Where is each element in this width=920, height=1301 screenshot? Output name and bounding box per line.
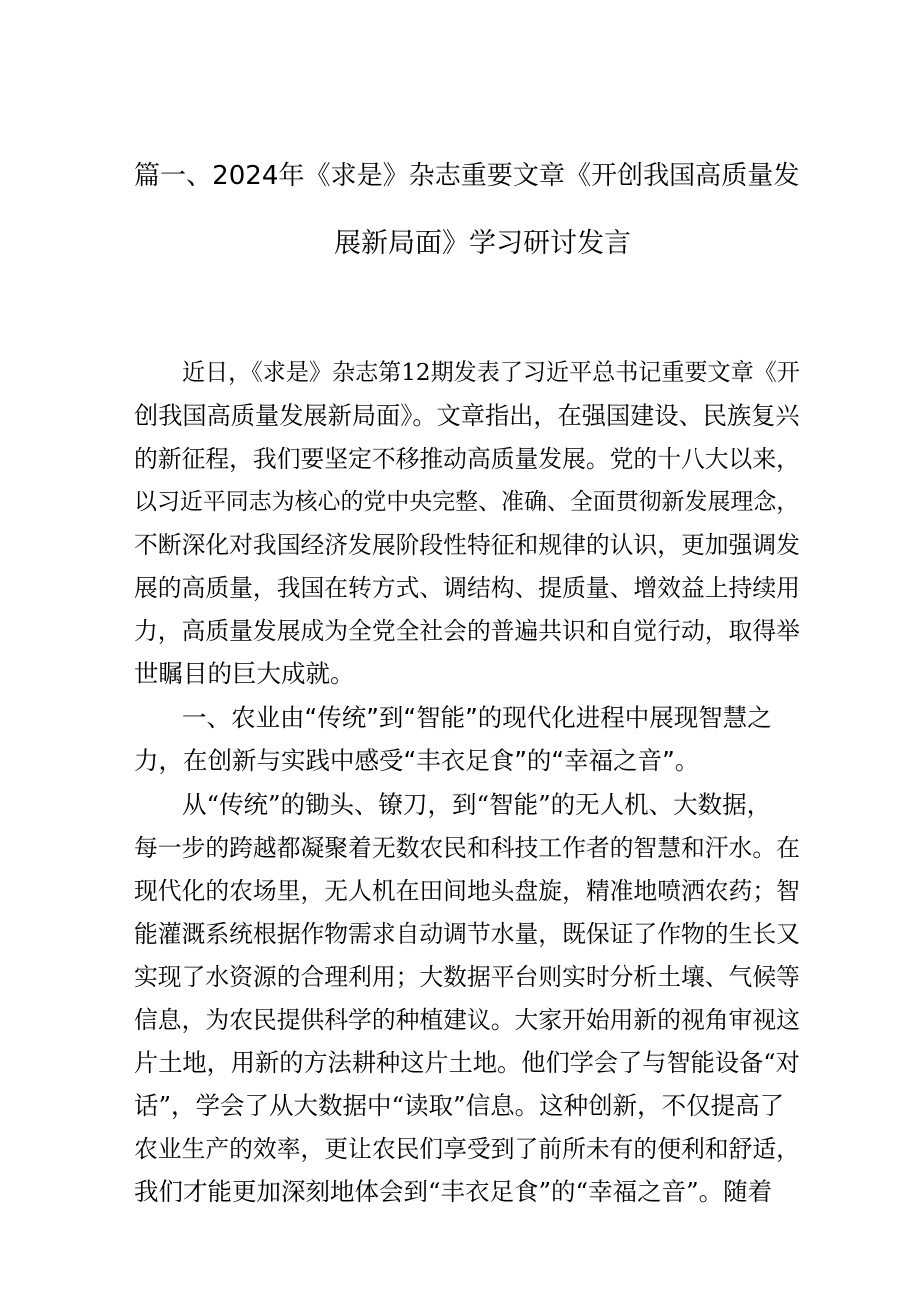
- intro-paragraph-line: 的新征程，我们要坚定不移推动高质量发展。党的十八大以来，: [134, 445, 800, 473]
- section-1-paragraph-line: 从“传统”的锄头、镣刀，到“智能”的无人机、大数据，: [182, 790, 772, 819]
- intro-paragraph-line: 展的高质量，我国在转方式、调结构、提质量、增效益上持续用: [134, 574, 800, 602]
- intro-paragraph-line: 以习近平同志为核心的党中央完整、准确、全面贯彻新发展理念，: [134, 489, 800, 515]
- intro-paragraph-line: 力，高质量发展成为全党全社会的普遍共识和自觉行动，取得举: [134, 617, 800, 645]
- intro-paragraph-line: 创我国高质量发展新局面》。文章指出，在强国建设、民族复兴: [134, 402, 800, 430]
- section-1-paragraph-line: 能灌溉系统根据作物需求自动调节水量，既保证了作物的生长又: [134, 920, 800, 948]
- section-1-paragraph-line: 片土地，用新的方法耕种这片土地。他们学会了与智能设备“对: [134, 1049, 800, 1077]
- section-1-paragraph-line: 信息，为农民提供科学的种植建议。大家开始用新的视角审视这: [134, 1006, 800, 1034]
- section-1-paragraph-line: 每一步的跨越都凝聚着无数农民和科技工作者的智慧和汗水。在: [134, 834, 800, 862]
- section-1-paragraph-line: 农业生产的效率，更让农民们享受到了前所未有的便利和舒适，: [134, 1135, 800, 1163]
- document-title-line-1: 篇一、2024年《求是》杂志重要文章《开创我国高质量发: [134, 161, 800, 191]
- document-title-line-2: 展新局面》学习研讨发言: [334, 228, 631, 259]
- intro-paragraph-line: 近日，《求是》杂志第12期发表了习近平总书记重要文章《开: [182, 360, 800, 386]
- section-1-paragraph-line: 实现了水资源的合理利用；大数据平台则实时分析土壤、气候等: [134, 963, 800, 991]
- section-1-heading-line: 力，在创新与实践中感受“丰衣足食”的“幸福之音”。: [134, 746, 700, 775]
- intro-paragraph-line: 世瞩目的巨大成就。: [134, 659, 355, 688]
- section-1-paragraph-line: 我们才能更加深刻地体会到“丰衣足食”的“幸福之音”。随着: [134, 1177, 773, 1206]
- section-1-paragraph-line: 现代化的农场里，无人机在田间地头盘旋，精准地喷洒农药；智: [134, 877, 800, 905]
- section-1-paragraph-line: 话”，学会了从大数据中“读取”信息。这种创新，不仅提高了: [134, 1091, 785, 1120]
- intro-paragraph-line: 不断深化对我国经济发展阶段性特征和规律的认识，更加强调发: [134, 531, 800, 559]
- section-1-heading-line: 一、农业由“传统”到“智能”的现代化进程中展现智慧之: [182, 703, 772, 732]
